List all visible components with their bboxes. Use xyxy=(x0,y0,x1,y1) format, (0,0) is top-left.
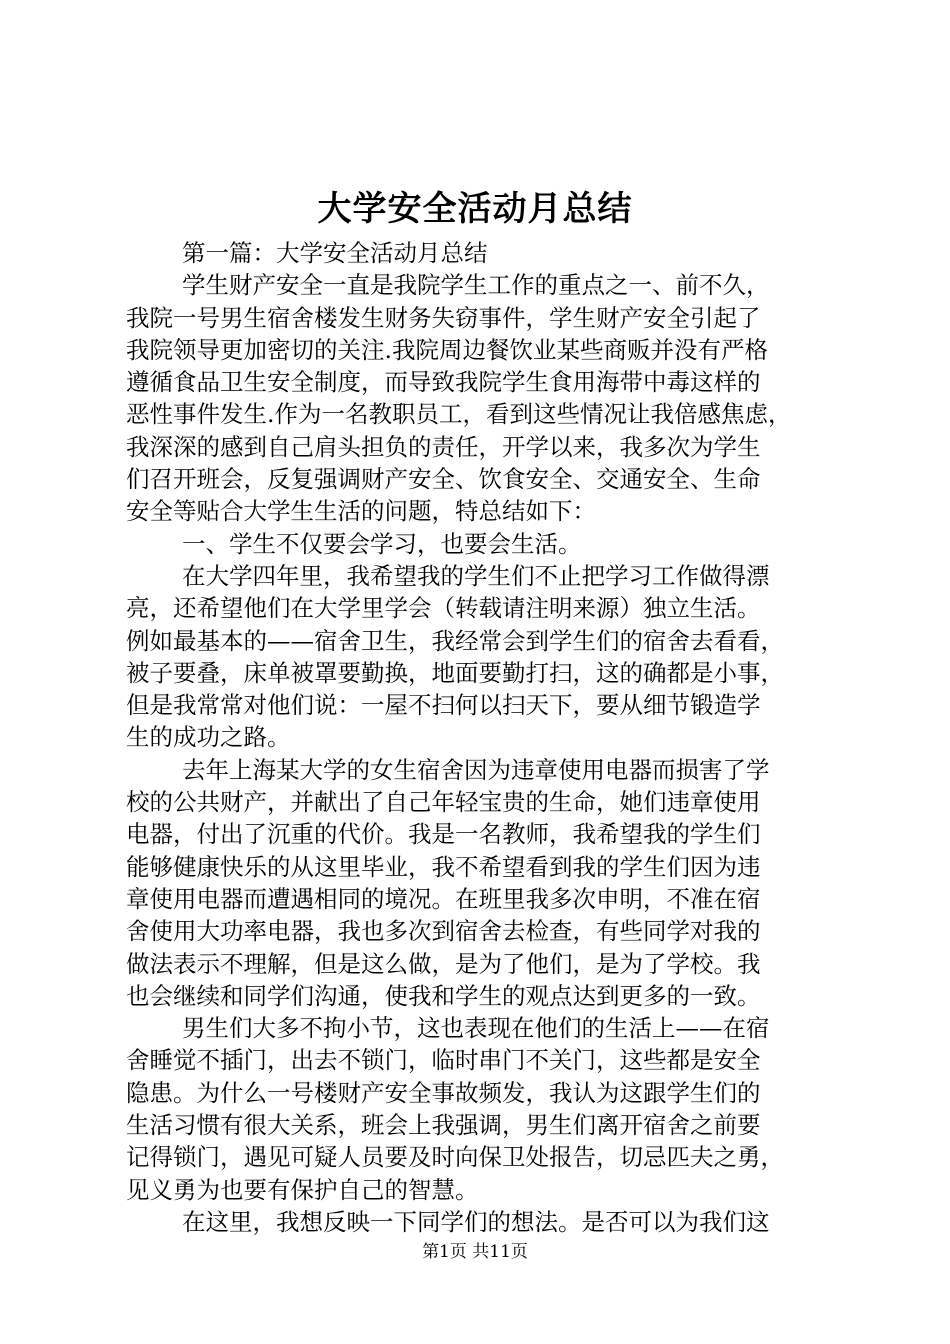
paragraph-line: 学生财产安全一直是我院学生工作的重点之一、前不久， xyxy=(182,271,770,300)
paragraph-line: 去年上海某大学的女生宿舍因为违章使用电器而损害了学 xyxy=(182,755,770,784)
page-number-footer: 第1页 共11页 xyxy=(422,1242,528,1262)
paragraph-line: 我院领导更加密切的关注.我院周边餐饮业某些商贩并没有严格 xyxy=(126,335,768,364)
paragraph-line: 我深深的感到自己肩头担负的责任，开学以来，我多次为学生 xyxy=(126,432,761,461)
paragraph-line: 生的成功之路。 xyxy=(126,723,291,752)
paragraph-line: 遵循食品卫生安全制度，而导致我院学生食用海带中毒这样的 xyxy=(126,368,761,397)
paragraph-line: 我院一号男生宿舍楼发生财务失窃事件，学生财产安全引起了 xyxy=(126,303,761,332)
paragraph-line: 电器，付出了沉重的代价。我是一名教师，我希望我的学生们 xyxy=(126,820,761,849)
paragraph-line: 但是我常常对他们说：一屋不扫何以扫天下，要从细节锻造学 xyxy=(126,691,761,720)
paragraph-line: 在这里，我想反映一下同学们的想法。是否可以为我们这 xyxy=(182,1207,770,1236)
document-title: 大学安全活动月总结 xyxy=(317,189,633,229)
document-body xyxy=(126,237,831,1238)
paragraph-line: 舍使用大功率电器，我也多次到宿舍去检查，有些同学对我的 xyxy=(126,917,761,946)
subsection-heading: 一、学生不仅要会学习，也要会生活。 xyxy=(182,529,582,558)
paragraph-line: 们召开班会，反复强调财产安全、饮食安全、交通安全、生命 xyxy=(126,465,761,494)
paragraph-line: 记得锁门，遇见可疑人员要及时向保卫处报告，切忌匹夫之勇， xyxy=(126,1143,784,1172)
paragraph-line: 校的公共财产，并献出了自己年轻宝贵的生命，她们违章使用 xyxy=(126,788,761,817)
paragraph-line: 男生们大多不拘小节，这也表现在他们的生活上——在宿 xyxy=(182,1014,770,1043)
paragraph-line: 也会继续和同学们沟通，使我和学生的观点达到更多的一致。 xyxy=(126,981,761,1010)
paragraph-line: 例如最基本的——宿舍卫生，我经常会到学生们的宿舍去看看， xyxy=(126,626,784,655)
paragraph-line: 在大学四年里，我希望我的学生们不止把学习工作做得漂 xyxy=(182,561,770,590)
paragraph-line: 隐患。为什么一号楼财产安全事故频发，我认为这跟学生们的 xyxy=(126,1078,761,1107)
section-heading: 第一篇：大学安全活动月总结 xyxy=(182,239,488,267)
paragraph-line: 恶性事件发生.作为一名教职员工，看到这些情况让我倍感焦虑， xyxy=(126,400,792,429)
paragraph-line: 安全等贴合大学生生活的问题，特总结如下： xyxy=(126,497,596,526)
paragraph-line: 生活习惯有很大关系，班会上我强调，男生们离开宿舍之前要 xyxy=(126,1111,761,1140)
paragraph-line: 被子要叠，床单被罩要勤换，地面要勤打扫，这的确都是小事， xyxy=(126,658,784,687)
paragraph-line: 做法表示不理解，但是这么做，是为了他们，是为了学校。我 xyxy=(126,949,761,978)
paragraph-line: 亮，还希望他们在大学里学会（转载请注明来源）独立生活。 xyxy=(126,594,761,623)
paragraph-line: 舍睡觉不插门，出去不锁门，临时串门不关门，这些都是安全 xyxy=(126,1046,761,1075)
paragraph-line: 章使用电器而遭遇相同的境况。在班里我多次申明，不准在宿 xyxy=(126,884,761,913)
paragraph-line: 见义勇为也要有保护自己的智慧。 xyxy=(126,1175,479,1204)
paragraph-line: 能够健康快乐的从这里毕业，我不希望看到我的学生们因为违 xyxy=(126,852,761,881)
